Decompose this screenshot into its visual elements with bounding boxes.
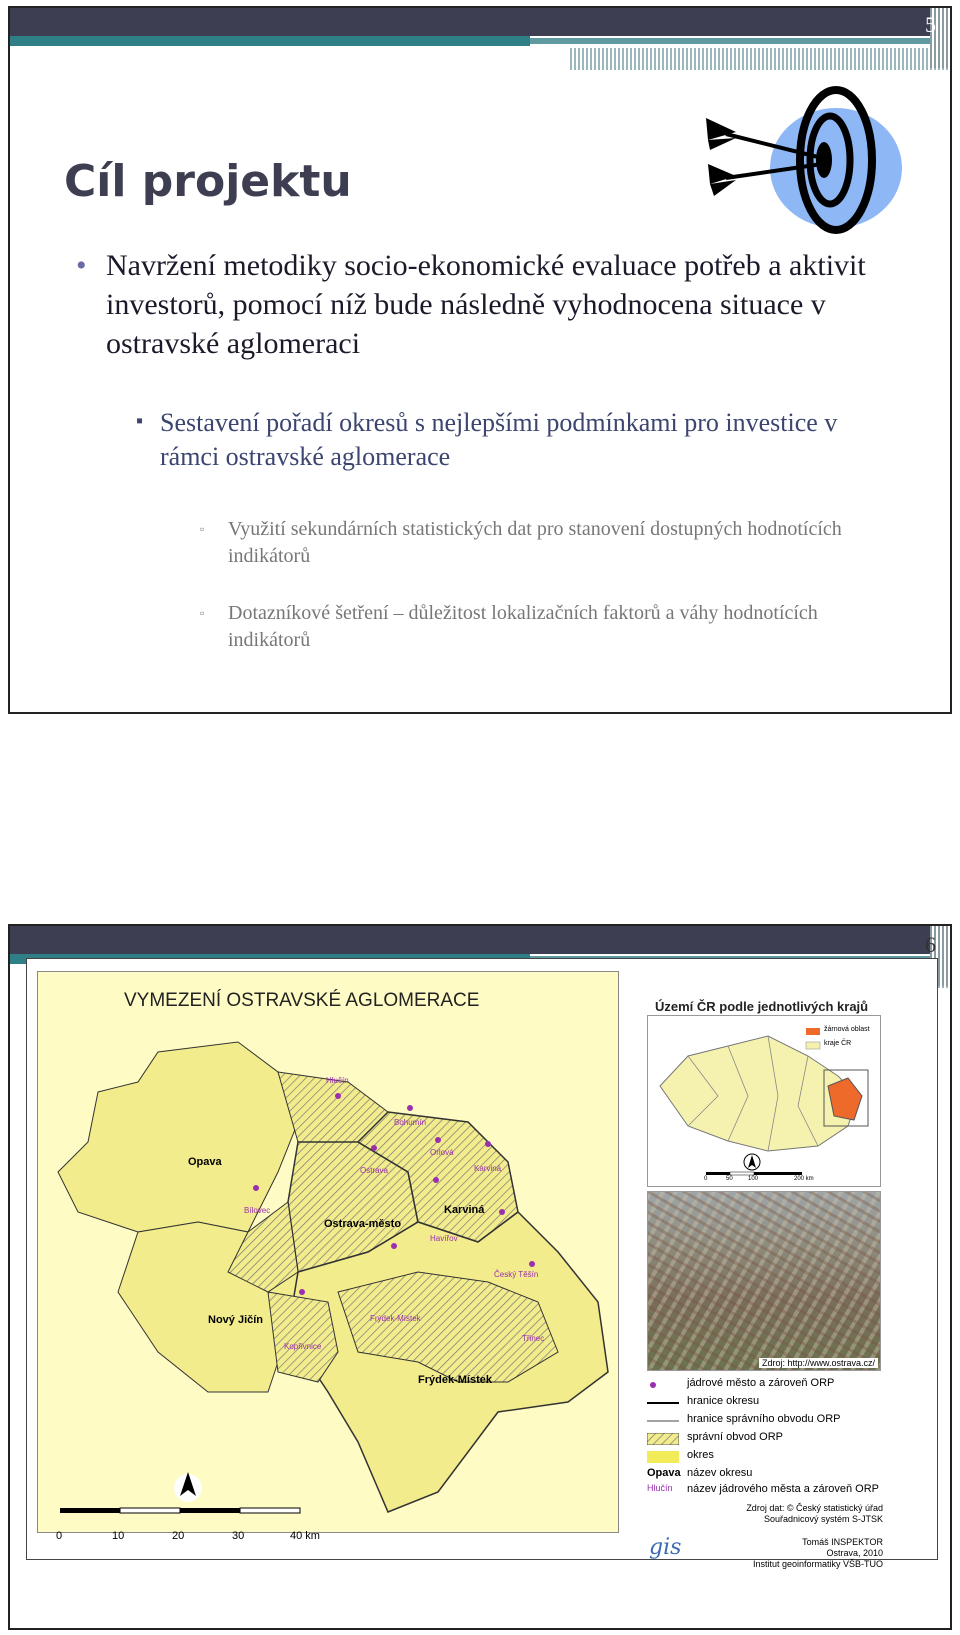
district-label: Karviná: [444, 1204, 485, 1216]
header-bar: [10, 8, 950, 36]
legend-text: hranice okresu: [687, 1395, 760, 1407]
bullet-sub-icon: ▪: [136, 410, 144, 432]
slide-number: 6: [925, 932, 936, 957]
scale-label: 30: [232, 1530, 245, 1542]
legend-example-district: Opava: [647, 1467, 681, 1479]
bullet-main-text: Navržení metodiky socio-ekonomické evaluace potřeb a aktivit investorů, pomocí níž bude následně vyhodnocena situace v ostravské aglomeraci: [106, 249, 866, 360]
header-accent: [10, 36, 530, 46]
bullet-subsub-2: [200, 600, 900, 654]
city-label: Bílovec: [244, 1206, 271, 1215]
author-credit: [707, 1537, 883, 1570]
district-border-icon: [647, 1397, 679, 1409]
slide-5: [8, 6, 952, 714]
bullet-subsub-text: Využití sekundárních statistických dat pro stanovení dostupných hodnotících indikátorů: [228, 518, 842, 567]
city-dot-icon: [647, 1379, 679, 1391]
bullet-sub: [136, 406, 896, 474]
source-line: Souřadnicový systém S-JTSK: [763, 1514, 883, 1524]
inset-map: [647, 1015, 881, 1187]
city-label: Bohumín: [394, 1118, 427, 1127]
district-label: Opava: [188, 1156, 222, 1168]
inset-legend-label: kraje ČR: [824, 1040, 852, 1047]
legend-text: název okresu: [687, 1467, 753, 1479]
agglomeration-map: [37, 971, 619, 1542]
hatch-area-icon: [647, 1433, 679, 1445]
bullet-subsub-text: Dotazníkové šetření – důležitost lokalizačních faktorů a váhy hodnotících indikátorů: [228, 602, 818, 651]
legend-text: jádrové město a zároveň ORP: [687, 1377, 835, 1389]
bullet-icon: •: [76, 249, 87, 282]
legend-text: správní obvod ORP: [687, 1431, 783, 1443]
inset-title: Území ČR podle jednotlivých krajů: [655, 999, 869, 1014]
inset-scale-label: 200 km: [794, 1176, 814, 1182]
city-label: Havířov: [430, 1234, 458, 1243]
city-label: Hlučín: [326, 1076, 349, 1085]
city-label: Třinec: [522, 1334, 545, 1343]
legend-text: okres: [687, 1449, 714, 1461]
header-stripes: [570, 48, 950, 70]
inset-scale-label: 50: [726, 1176, 733, 1182]
data-source: [707, 1503, 883, 1525]
bullet-subsub-icon: ▫: [200, 522, 205, 536]
inset-scale-label: 100: [748, 1176, 759, 1182]
city-label: Kopřivnice: [284, 1342, 322, 1351]
slide-title: Cíl projektu: [64, 156, 352, 207]
city-label: Frýdek-Místek: [370, 1314, 421, 1323]
target-arrows-icon: [696, 80, 906, 260]
district-label: Ostrava-město: [324, 1218, 402, 1230]
map-title: VYMEZENÍ OSTRAVSKÉ AGLOMERACE: [124, 990, 480, 1011]
city-label: Orlová: [430, 1148, 454, 1157]
author-line: Ostrava, 2010: [826, 1548, 883, 1558]
city-label: Český Těšín: [494, 1270, 539, 1279]
scale-label: 0: [56, 1530, 63, 1542]
photo-source: Zdroj: http://www.ostrava.cz/: [759, 1358, 878, 1368]
district-label: Nový Jičín: [208, 1314, 264, 1326]
gis-logo: gis: [649, 1535, 682, 1560]
bullet-subsub-1: [200, 516, 900, 570]
bullet-main: [76, 246, 876, 363]
city-label: Karviná: [474, 1164, 502, 1173]
inset-scale-label: 0: [704, 1176, 708, 1182]
map-graphic: [38, 972, 618, 1532]
city-label: Ostrava: [360, 1166, 389, 1175]
inset-legend-label: žárnová oblast: [824, 1026, 870, 1033]
legend-text: název jádrového města a zároveň ORP: [687, 1483, 879, 1495]
scale-label: 40 km: [290, 1530, 320, 1542]
header-bar: [10, 926, 950, 954]
map-figure: [26, 958, 938, 1569]
source-line: Zdroj dat: © Český statistický úřad: [746, 1503, 883, 1513]
slide-number: 5: [925, 12, 936, 37]
scale-label: 20: [172, 1530, 185, 1542]
bullet-sub-text: Sestavení pořadí okresů s nejlepšími podmínkami pro investice v rámci ostravské aglomerace: [160, 408, 838, 471]
bullet-subsub-icon: ▫: [200, 606, 205, 620]
district-label: Frýdek-Místek: [418, 1374, 492, 1386]
legend-example-city: Hlučín: [647, 1483, 673, 1493]
scale-label: 10: [112, 1530, 125, 1542]
author-line: Tomáš INSPEKTOR: [802, 1537, 883, 1547]
orp-border-icon: [647, 1415, 679, 1427]
legend-text: hranice správního obvodu ORP: [687, 1413, 841, 1425]
author-line: Institut geoinformatiky VŠB-TUO: [752, 1559, 883, 1569]
slide-6: [8, 924, 952, 1630]
district-fill-icon: [647, 1451, 679, 1463]
header-accent-light: [530, 38, 950, 44]
city-aerial-photo: [647, 1191, 881, 1371]
